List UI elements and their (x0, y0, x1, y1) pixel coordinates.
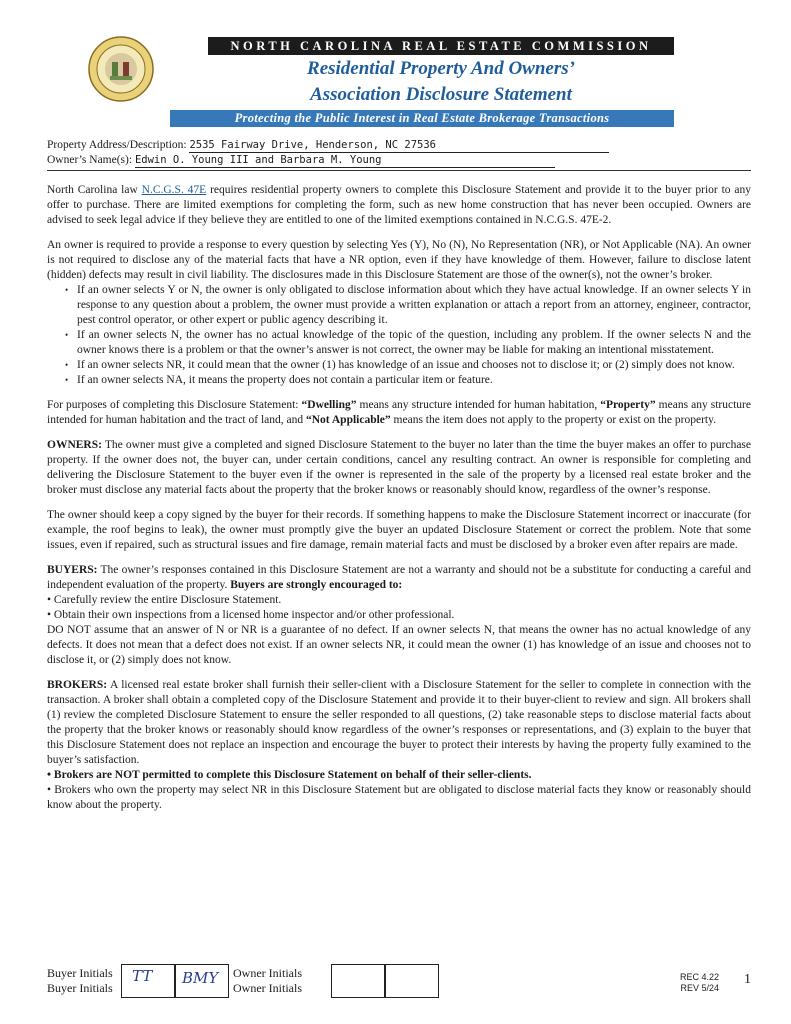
brokers-bullet: • Brokers who own the property may select NR in this Disclosure Statement but are obligated to disclose material facts they know or reasonably should know about the property. (47, 784, 751, 811)
owner-names-label: Owner’s Name(s): (47, 154, 133, 166)
revision-info (680, 972, 719, 994)
buyer-initials-label: Buyer Initials (47, 966, 113, 980)
form-title-line-1: Residential Property And Owners’ (307, 58, 575, 79)
brokers-text: A licensed real estate broker shall furnish their seller-client with a Disclosure Statement for the seller to complete in connection with the transaction. A broker shall obtain a completed copy of the Disclosure Statement and provide it to their buyer-client to review and sign. All brokers shall (1) review the completed Disclosure Statement to ensure the seller responded to all questions, (2) take reasonable steps to disclose material facts about the property that the broker knows or reasonably should know regardless of the owner’s responses or representations, and (3) explain to the buyer that this Disclosure Statement does not replace an inspection and encourage the buyer to protect their interests by having the property fully examined to the buyer’s satisfaction. (47, 679, 751, 766)
property-term: “Property” (600, 399, 656, 411)
revision-date: REV 5/24 (680, 983, 719, 993)
brokers-heading: BROKERS: (47, 679, 108, 691)
buyers-item: • Carefully review the entire Disclosure Statement. (47, 594, 282, 606)
brokers-bullet-bold: • Brokers are NOT permitted to complete this Disclosure Statement on behalf of their seller-clients. (47, 769, 532, 781)
response-bullet: • If an owner selects NA, it means the property does not contain a particular item or feature. (65, 373, 751, 388)
page-number: 1 (744, 972, 751, 987)
dwelling-term: “Dwelling” (301, 399, 357, 411)
brokers-bullet-text: Brokers who own the property may select NR in this Disclosure Statement but are obligated to disclose material facts they know or reasonably should know about the property. (47, 784, 751, 811)
nc-commission-seal (88, 36, 154, 102)
buyer-initials-label: Buyer Initials (47, 981, 113, 995)
response-info-paragraph: An owner is required to provide a response to every question by selecting Yes (Y), No (N), No Representation (NR), or Not Applicable (NA). An owner is not required to disclose any of the material facts that have a NR option, even if they have knowledge of them. However, failure to disclose latent (hidden) defects may result in civil liability. The disclosures made in this Disclosure Statement are those of the owner(s), not the owner’s broker. (47, 239, 751, 281)
owner-initials-box-2[interactable] (385, 964, 439, 998)
initials-footer (47, 964, 751, 1000)
document-body (47, 138, 751, 813)
buyers-text: The owner’s responses contained in this Disclosure Statement are not a warranty and should not be a substitute for conducting a careful and independent evaluation of the property. (47, 564, 751, 591)
law-link[interactable]: N.C.G.S. 47E (141, 184, 207, 196)
brokers-bullet-bold-text: Brokers are NOT permitted to complete this Disclosure Statement on behalf of their seller-clients. (53, 769, 532, 781)
owner-initials-label: Owner Initials (233, 981, 302, 995)
brokers-paragraph (47, 678, 751, 768)
buyers-paragraph (47, 563, 751, 593)
tagline-banner: Protecting the Public Interest in Real Estate Brokerage Transactions (170, 110, 674, 127)
owners-heading: OWNERS: (47, 439, 102, 451)
owner-names-value[interactable]: Edwin O. Young III and Barbara M. Young (135, 153, 555, 168)
header-divider (47, 170, 751, 171)
commission-banner: NORTH CAROLINA REAL ESTATE COMMISSION (208, 37, 674, 55)
definitions-paragraph (47, 398, 751, 428)
buyer-initials-box-2[interactable] (175, 964, 229, 998)
property-address-row (47, 138, 751, 153)
definitions-text: For purposes of completing this Disclosure Statement: (47, 399, 302, 411)
copy-note-paragraph: The owner should keep a copy signed by the buyer for their records. If something happens to make the Disclosure Statement incorrect or inaccurate (for example, the roof begins to leak), the owner must promptly give the buyer an updated Disclosure Statement or correct the problem. Note that some issues, even if repaired, such as structural issues and fire damage, remain material facts and must be disclosed by a broker even after repairs are made. (47, 509, 751, 551)
response-bullet: • If an owner selects N, the owner has no actual knowledge of the topic of the question, including any problem. If the owner selects N and the owner knows there is a problem or that the owner’s answer is not correct, the owner may be liable for making an intentional misstatement. (65, 328, 751, 358)
owner-initials-label: Owner Initials (233, 966, 302, 980)
owners-text: The owner must give a completed and signed Disclosure Statement to the buyer no later than the time the buyer makes an offer to purchase property. If the owner does not, the buyer can, under certain conditions, cancel any resulting contract. An owner is responsible for completing and delivering the Disclosure Statement to the buyer even if the owner is represented in the sale of the property by a licensed real estate broker and the broker must disclose any material facts about the property that the broker knows or reasonably should know, regardless of the owner’s response. (47, 439, 751, 496)
property-address-label: Property Address/Description: (47, 139, 187, 151)
definitions-text: means the item does not apply to the property or exist on the property. (390, 414, 717, 426)
property-address-value[interactable]: 2535 Fairway Drive, Henderson, NC 27536 (189, 138, 609, 153)
buyers-encouraged: Buyers are strongly encouraged to: (230, 579, 403, 591)
buyers-item-text: Obtain their own inspections from a licensed home inspector and/or other professional. (53, 609, 455, 621)
response-bullet: • If an owner selects NR, it could mean that the owner (1) has knowledge of an issue and chooses not to disclose it; or (2) simply does not know. (65, 358, 751, 373)
buyers-item-text: Carefully review the entire Disclosure Statement. (53, 594, 282, 606)
not-applicable-term: “Not Applicable” (306, 414, 391, 426)
intro-text-b: requires residential property owners to complete this Disclosure Statement and provide it to the buyer prior to any offer to purchase. There are limited exemptions for completing the form, such as new home construction that has never been occupied. Owners are advised to seek legal advice if they believe they are entitled to one of the limited exemptions contained in N.C.G.S. 47E-2. (47, 184, 751, 226)
revision-code: REC 4.22 (679, 972, 719, 982)
buyer-initials-handwritten: TT (132, 967, 153, 985)
buyer-initials-handwritten: BMY (182, 969, 219, 987)
intro-text-a: North Carolina law (47, 184, 142, 196)
intro-paragraph (47, 183, 751, 228)
owners-paragraph (47, 438, 751, 498)
owner-names-row (47, 153, 751, 168)
response-bullet: • If an owner selects Y or N, the owner is only obligated to disclose information about which they have actual knowledge. If an owner selects Y in response to any question about a problem, the owner must provide a written explanation or attach a report from an attorney, engineer, contractor, pest control operator, or other expert or public agency describing it. (65, 283, 751, 328)
buyer-initials-box-1[interactable] (121, 964, 175, 998)
definitions-text: means any structure intended for human habitation, (356, 399, 601, 411)
form-title-line-2: Association Disclosure Statement (310, 84, 572, 105)
buyers-warning: DO NOT assume that an answer of N or NR is a guarantee of no defect. If an owner selects N, that means the owner has no actual knowledge of any defects. It does not mean that a defect does not exist. If an owner selects NR, it could mean the owner (1) has knowledge of an issue and chooses not to disclose it, or (2) simply does not know. (47, 624, 751, 666)
owner-initials-box-1[interactable] (331, 964, 385, 998)
buyers-item: • Obtain their own inspections from a licensed home inspector and/or other professional. (47, 609, 455, 621)
definitions-text: means any structure intended for human habitation and the tract of land, and (47, 399, 751, 426)
buyers-heading: BUYERS: (47, 564, 98, 576)
